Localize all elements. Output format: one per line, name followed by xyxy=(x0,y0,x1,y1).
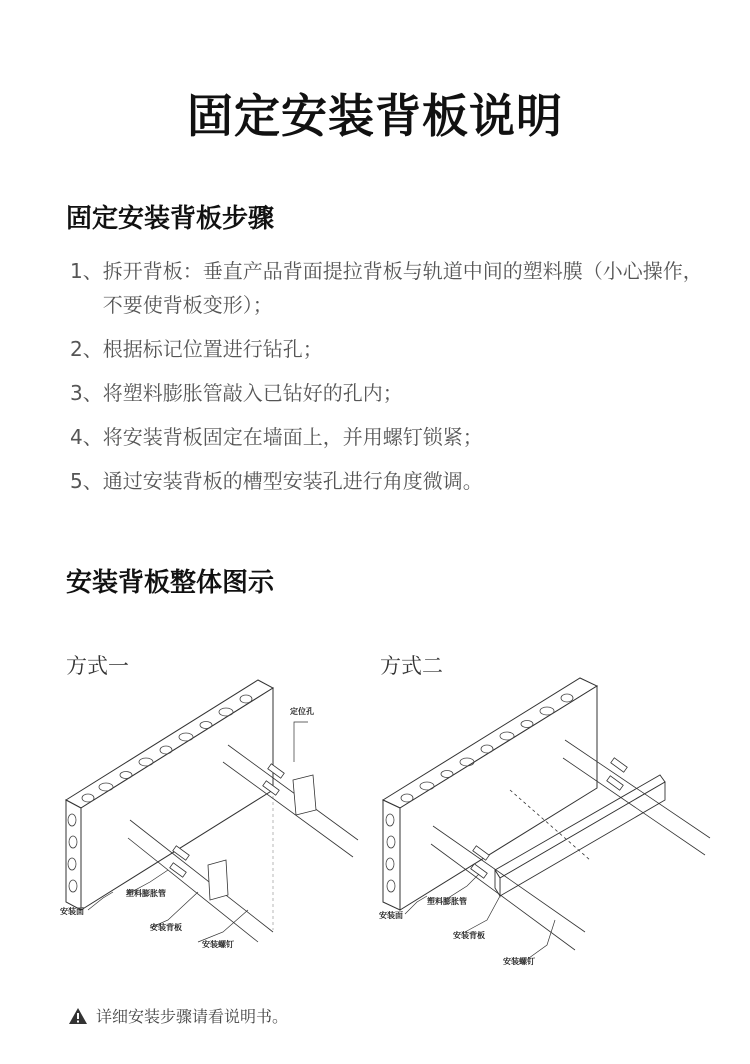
locating-hole-label: 定位孔 xyxy=(290,707,314,716)
anchor-label: 塑料膨胀管 xyxy=(427,897,467,906)
list-item: 5、 通过安装背板的槽型安装孔进行角度微调。 xyxy=(70,469,483,493)
list-item: 2、 根据标记位置进行钻孔； xyxy=(70,337,323,361)
list-item: 3、 将塑料膨胀管敲入已钻好的孔内； xyxy=(70,381,403,405)
method-two-label: 方式二 xyxy=(380,654,443,678)
anchor-label: 塑料膨胀管 xyxy=(126,889,166,898)
list-item: 1、 拆开背板：垂直产品背面提拉背板与轨道中间的塑料膜（小心操作，不要使背板变形）； xyxy=(70,259,703,317)
method-two-diagram xyxy=(375,670,720,970)
method-one-label: 方式一 xyxy=(66,654,129,678)
list-item: 4、 将安装背板固定在墙面上，并用螺钉锁紧； xyxy=(70,425,483,449)
screw-label: 安装螺钉 xyxy=(503,957,535,966)
footer-note xyxy=(68,1004,288,1027)
warning-icon xyxy=(68,1007,88,1025)
backplate-label: 安装背板 xyxy=(453,931,485,940)
diagram-heading: 安装背板整体图示 xyxy=(66,568,275,598)
mounting-surface-label: 安装面 xyxy=(60,907,84,916)
screw-label: 安装螺钉 xyxy=(202,940,234,949)
footer-text: 详细安装步骤请看说明书。 xyxy=(96,1007,289,1026)
mounting-surface-label: 安装面 xyxy=(379,911,403,920)
method-one-illustration xyxy=(58,670,378,970)
page-title: 固定安装背板说明 xyxy=(187,89,563,143)
steps-heading: 固定安装背板步骤 xyxy=(66,204,275,234)
steps-list xyxy=(70,254,710,498)
wall-panel xyxy=(383,678,597,910)
backplate-label: 安装背板 xyxy=(150,923,182,932)
wall-panel xyxy=(66,680,273,910)
method-two-illustration xyxy=(375,670,720,970)
method-one-diagram xyxy=(58,670,378,970)
